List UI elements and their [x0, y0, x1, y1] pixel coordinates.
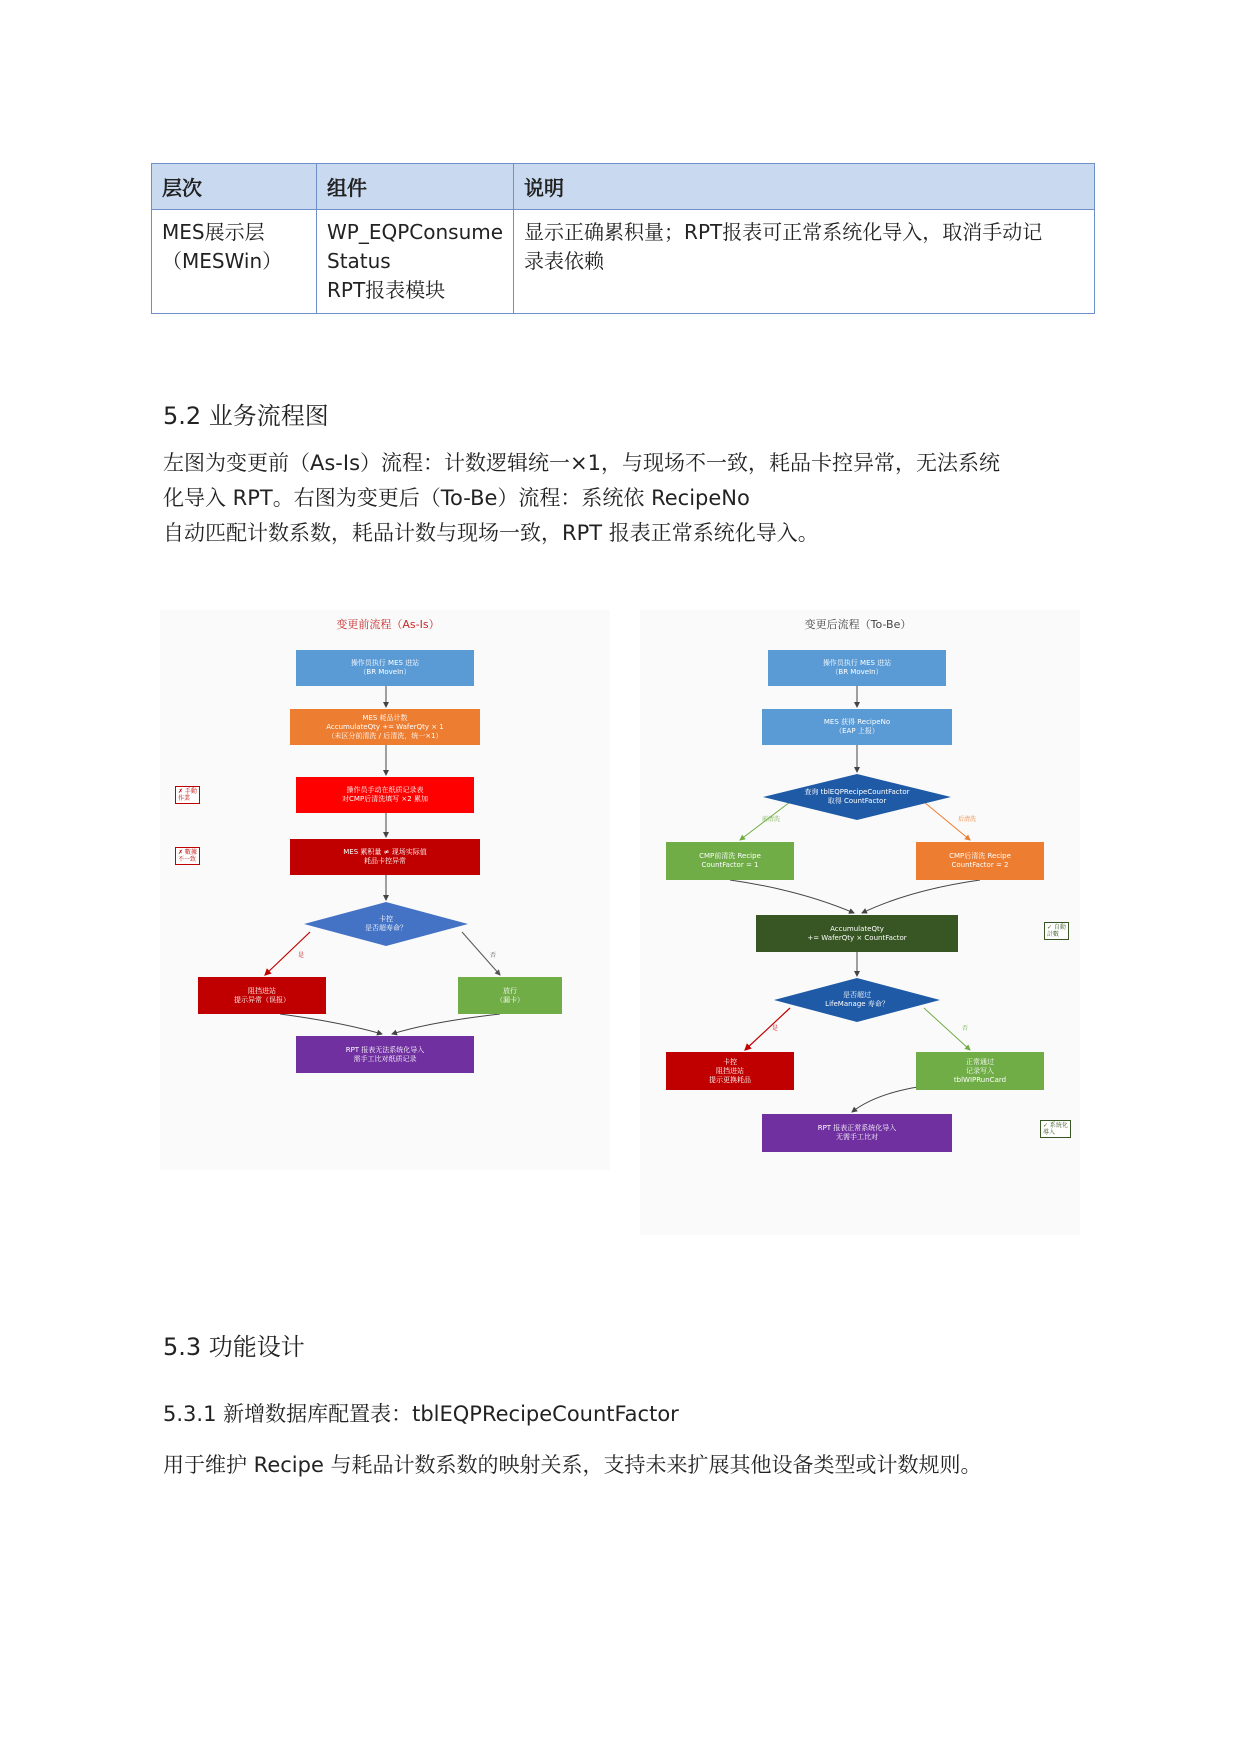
as-is-no-box — [458, 977, 562, 1014]
to-be-end-box — [762, 1114, 952, 1152]
to-be-post-line-2: CountFactor = 2 — [951, 861, 1009, 869]
to-be-decision-life-line-1: 是否超过 — [843, 991, 871, 999]
section-52-title: 5.2 业务流程图 — [163, 402, 329, 430]
to-be-yes-line-3: 提示更换耗品 — [709, 1075, 751, 1084]
cell-layer-line-2: （MESWin） — [162, 249, 283, 273]
header-component: 组件 — [317, 164, 514, 210]
to-be-no-label: 否 — [962, 1025, 969, 1032]
as-is-calc-line-1: MES 耗品计数 — [362, 713, 408, 722]
table-header-row — [152, 164, 1095, 210]
as-is-note-data-line-1: ✗ 數據 — [178, 849, 197, 856]
to-be-decision-factor-text — [763, 774, 951, 820]
table-row — [152, 210, 1095, 314]
to-be-start-line-1: 操作员执行 MES 进站 — [822, 659, 892, 667]
as-is-connectors — [160, 610, 610, 1170]
as-is-calc-line-2: AccumulateQty += WaferQty × 1 — [326, 722, 444, 731]
as-is-manual-line-1: 操作员手动在纸质记录表 — [346, 786, 424, 794]
to-be-accum-line-2: += WaferQty × CountFactor — [807, 933, 907, 942]
as-is-mismatch-box — [290, 839, 480, 875]
to-be-recipe-box — [762, 709, 952, 745]
cell-description-line-2: 录表依赖 — [524, 249, 605, 273]
to-be-decision-life — [774, 978, 940, 1022]
to-be-post-label: 后清洗 — [958, 816, 977, 823]
to-be-yes-line-2: 阻挡进站 — [716, 1066, 744, 1075]
to-be-post-line-1: CMP后清洗 Recipe — [949, 852, 1011, 860]
to-be-yes-box — [666, 1052, 794, 1090]
to-be-end-line-1: RPT 报表正常系统化导入 — [817, 1124, 897, 1132]
as-is-decision-text — [304, 902, 468, 946]
to-be-note-auto-line-2: 計數 — [1047, 931, 1060, 938]
as-is-decision-line-1: 卡控 — [379, 915, 393, 923]
to-be-yes-label: 是 — [772, 1025, 779, 1032]
layer-table — [151, 163, 1095, 314]
to-be-post-box — [916, 842, 1044, 880]
to-be-start-box — [768, 650, 946, 686]
to-be-no-line-1: 正常通过 — [966, 1057, 994, 1066]
as-is-title: 变更前流程（As-Is） — [336, 618, 440, 631]
as-is-note-manual — [175, 786, 200, 804]
to-be-pre-line-2: CountFactor = 1 — [701, 861, 759, 869]
as-is-calc-box — [290, 709, 480, 745]
as-is-end-line-1: RPT 报表无法系统化导入 — [345, 1045, 425, 1054]
to-be-pre-line-1: CMP前清洗 Recipe — [699, 852, 761, 860]
to-be-decision-life-text — [774, 978, 940, 1022]
as-is-mismatch-line-2: 耗品卡控异常 — [364, 857, 406, 865]
to-be-diagram — [640, 610, 1080, 1235]
as-is-yes-box — [198, 977, 326, 1014]
section-52-body — [163, 446, 1083, 551]
to-be-decision-factor-line-1: 查询 tblEQPRecipeCountFactor — [804, 788, 910, 796]
cell-layer — [152, 210, 317, 314]
to-be-accum-line-1: AccumulateQty — [830, 924, 884, 933]
to-be-recipe-line-1: MES 获得 RecipeNo — [823, 718, 891, 726]
cell-layer-line-1: MES展示层 — [162, 220, 265, 244]
as-is-start-line-2: （BR MoveIn） — [359, 668, 411, 676]
as-is-note-data-line-2: 不一致 — [178, 856, 197, 863]
section-53-title: 5.3 功能设计 — [163, 1333, 305, 1361]
section-52-line-3: 自动匹配计数系数，耗品计数与现场一致，RPT 报表正常系统化导入。 — [163, 521, 819, 545]
as-is-decision — [304, 902, 468, 946]
to-be-note-sys-line-2: 導入 — [1043, 1129, 1056, 1136]
as-is-end-line-2: 需手工比对纸质记录 — [353, 1054, 417, 1063]
cell-component-line-3: RPT报表模块 — [327, 278, 446, 302]
as-is-yes-line-1: 阻挡进站 — [248, 986, 276, 995]
as-is-manual-line-2: 对CMP后清洗填写 ×2 累加 — [342, 795, 428, 803]
as-is-no-line-1: 放行 — [503, 986, 517, 995]
as-is-note-manual-line-2: 作業 — [178, 795, 191, 802]
as-is-note-data — [175, 847, 200, 865]
to-be-start-line-2: （BR MoveIn） — [831, 668, 883, 676]
to-be-no-box — [916, 1052, 1044, 1090]
section-52-line-1: 左图为变更前（As-Is）流程：计数逻辑统一×1，与现场不一致，耗品卡控异常，无法系统 — [163, 451, 1000, 475]
header-description: 说明 — [514, 164, 1095, 210]
section-52-line-2: 化导入 RPT。右图为变更后（To-Be）流程：系统依 RecipeNo — [163, 486, 750, 510]
as-is-manual-box — [296, 777, 474, 813]
as-is-calc-line-3: （未区分前清洗 / 后清洗，统一×1） — [327, 731, 443, 740]
to-be-note-sys-line-1: ✓ 系統化 — [1043, 1122, 1068, 1129]
as-is-diagram — [160, 610, 610, 1170]
to-be-no-line-2: 记录写入 — [966, 1066, 994, 1075]
cell-components — [317, 210, 514, 314]
as-is-yes-line-2: 提示异常（误报） — [234, 995, 290, 1004]
cell-component-line-1: WP_EQPConsume — [327, 220, 504, 244]
to-be-note-auto — [1044, 922, 1069, 940]
cell-description — [514, 210, 1095, 314]
to-be-title: 变更后流程（To-Be） — [804, 618, 912, 631]
as-is-yes-label: 是 — [298, 952, 305, 959]
cell-component-line-2: Status — [327, 249, 391, 273]
section-53-body: 用于维护 Recipe 与耗品计数系数的映射关系，支持未来扩展其他设备类型或计数规则。 — [163, 1453, 982, 1477]
to-be-pre-box — [666, 842, 794, 880]
header-layer: 层次 — [152, 164, 317, 210]
as-is-decision-line-2: 是否超寿命？ — [365, 924, 407, 932]
as-is-end-box — [296, 1036, 474, 1073]
to-be-pre-label: 前清洗 — [762, 816, 781, 823]
to-be-yes-line-1: 卡控 — [723, 1057, 737, 1066]
to-be-decision-factor — [763, 774, 951, 820]
cell-description-line-1: 显示正确累积量；RPT报表可正常系统化导入，取消手动记 — [524, 220, 1043, 244]
to-be-note-auto-line-1: ✓ 自動 — [1047, 924, 1066, 931]
to-be-note-sys — [1040, 1120, 1071, 1138]
as-is-start-box — [296, 650, 474, 686]
to-be-accum-box — [756, 915, 958, 952]
as-is-no-label: 否 — [490, 952, 497, 959]
as-is-mismatch-line-1: MES 累积量 ≠ 现场实际值 — [343, 848, 427, 856]
as-is-start-line-1: 操作员执行 MES 进站 — [350, 659, 420, 667]
to-be-decision-life-line-2: LifeManage 寿命？ — [825, 1000, 889, 1008]
as-is-no-line-2: （漏卡） — [496, 995, 524, 1004]
to-be-recipe-line-2: （EAP 上报） — [835, 727, 879, 735]
section-531-title: 5.3.1 新增数据库配置表：tblEQPRecipeCountFactor — [163, 1402, 679, 1426]
to-be-end-line-2: 无需手工比对 — [836, 1133, 878, 1141]
to-be-decision-factor-line-2: 取得 CountFactor — [827, 797, 887, 805]
to-be-no-line-3: tblWIPRunCard — [953, 1075, 1007, 1084]
as-is-note-manual-line-1: ✗ 手動 — [178, 788, 197, 795]
